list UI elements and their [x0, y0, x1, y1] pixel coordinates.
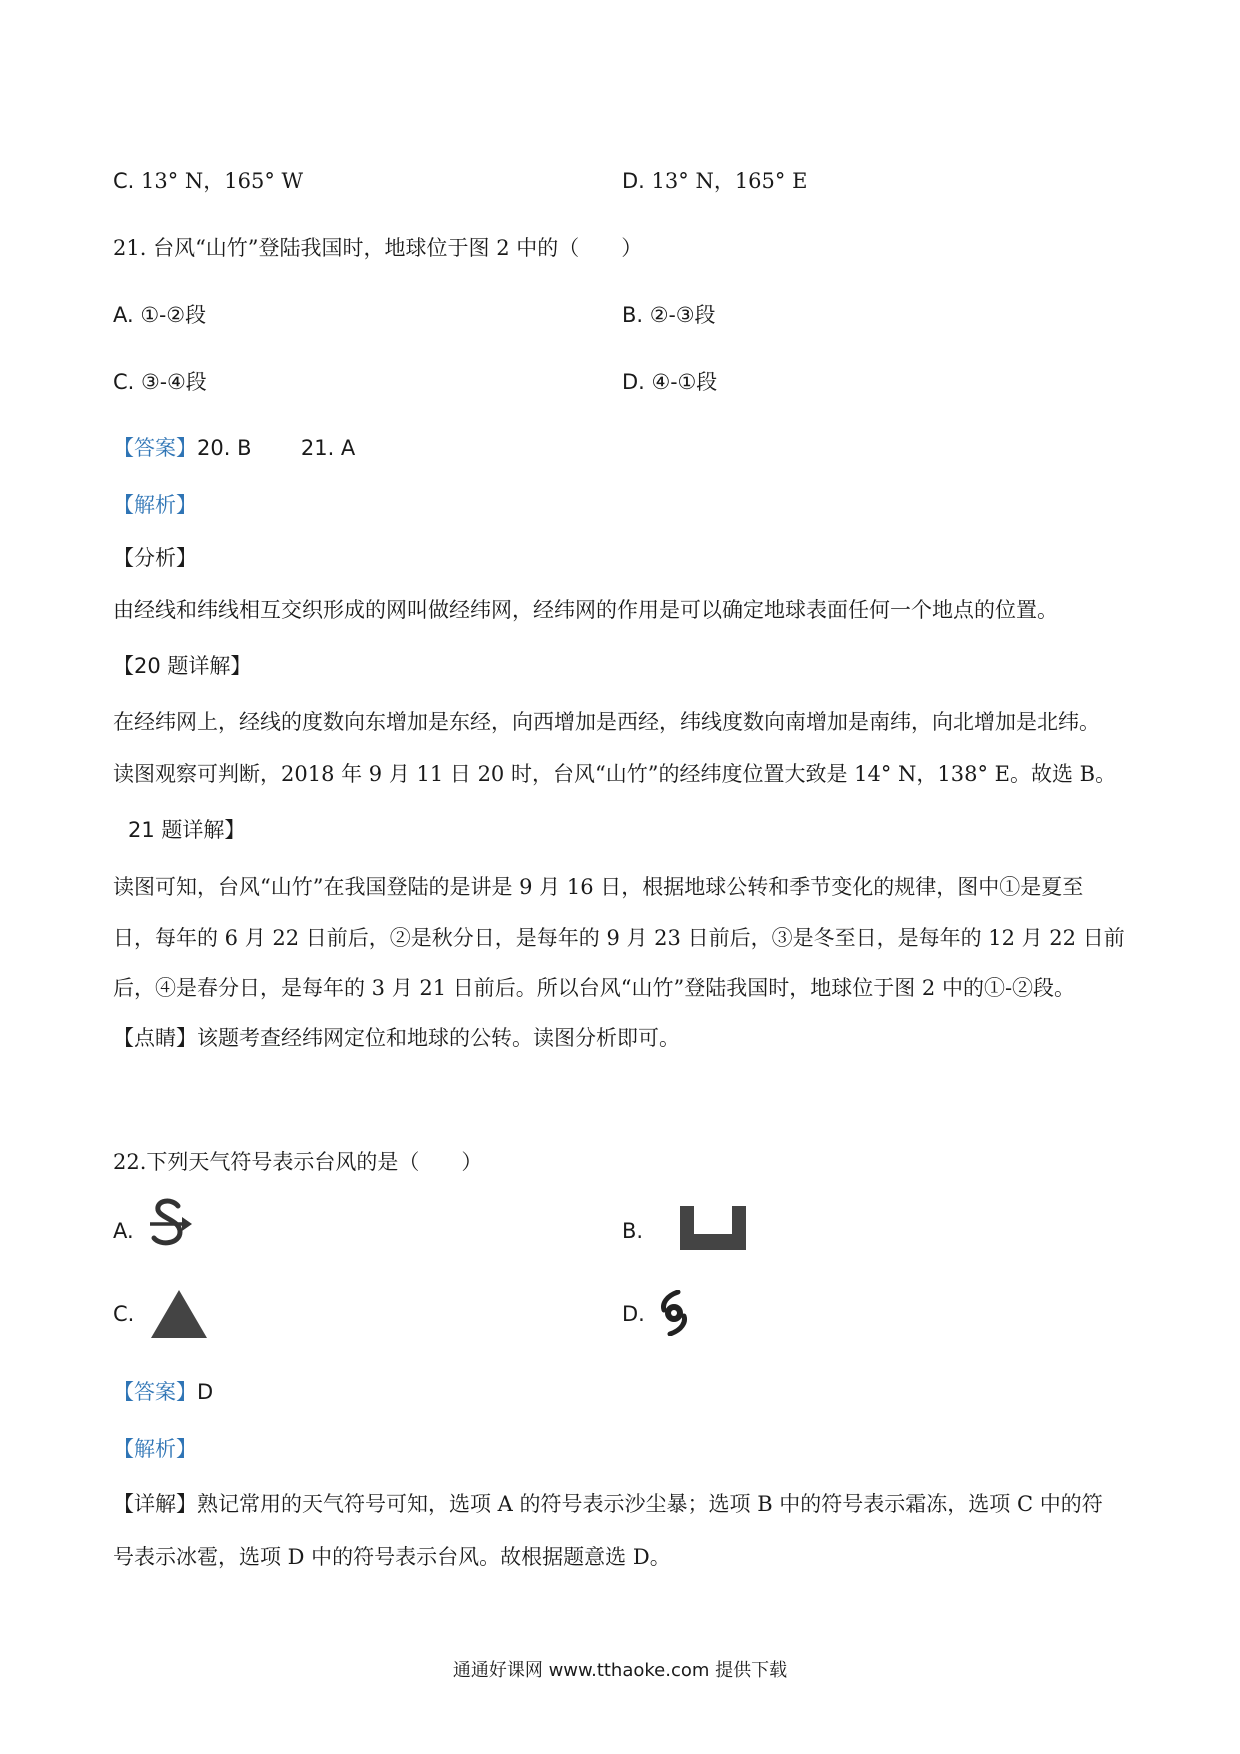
detail-20-tag: 【20 题详解】 — [113, 654, 252, 678]
frost-symbol-icon — [678, 1204, 748, 1252]
q22-option-c — [113, 1300, 134, 1328]
option-label: D. — [622, 169, 645, 193]
q22-stem: 22.下列天气符号表示台风的是（ ） — [113, 1150, 483, 1174]
q21-stem: 21. 台风“山竹”登陆我国时，地球位于图 2 中的（ ） — [113, 236, 643, 260]
option-label: D. — [622, 370, 645, 394]
option-label: D. — [622, 1302, 645, 1326]
option-label: C. — [113, 370, 135, 394]
q20-option-d — [622, 167, 807, 195]
answer-20: 20. B — [197, 436, 252, 460]
hail-symbol-icon — [149, 1288, 209, 1340]
detail-20-line-1: 在经纬网上，经线的度数向东增加是东经，向西增加是西经，纬线度数向南增加是南纬，向北增加是北纬。 — [113, 710, 1100, 734]
sandstorm-symbol-icon — [146, 1196, 196, 1252]
option-text: 13° N，165° E — [651, 169, 808, 193]
option-label: C. — [113, 1302, 135, 1326]
q22-option-b — [622, 1217, 643, 1245]
detail-21-line-2: 日，每年的 6 月 22 日前后，②是秋分日，是每年的 9 月 23 日前后，③是冬至日，是每年的 12 月 22 日前 — [113, 926, 1125, 950]
detail-21-tag: 21 题详解】 — [128, 818, 246, 842]
answer-22-value: D — [197, 1380, 214, 1404]
analysis-tag: 【解析】 — [113, 493, 197, 517]
detail-20-line-2: 读图观察可判断，2018 年 9 月 11 日 20 时，台风“山竹”的经纬度位置大致是 14° N，138° E。故选 B。 — [113, 762, 1117, 786]
q22-option-a — [113, 1217, 134, 1245]
q21-option-d — [622, 368, 717, 396]
option-label: A. — [113, 1219, 134, 1243]
fenxi-text: 由经线和纬线相互交织形成的网叫做经纬网，经纬网的作用是可以确定地球表面任何一个地点的位置。 — [113, 598, 1058, 622]
q21-option-a — [113, 301, 206, 329]
page-footer: 通通好课网 www.tthaoke.com 提供下载 — [452, 1660, 788, 1681]
q21-option-c — [113, 368, 207, 396]
answer-22 — [113, 1378, 213, 1406]
detail-21-line-3: 后，④是春分日，是每年的 3 月 21 日前后。所以台风“山竹”登陆我国时，地球位于图 2 中的①-②段。 — [113, 976, 1076, 1000]
answer-tag: 【答案】 — [113, 436, 197, 460]
dianjing-text: 【点睛】该题考查经纬网定位和地球的公转。读图分析即可。 — [113, 1026, 680, 1050]
q22-option-d — [622, 1300, 645, 1328]
analysis-2-tag: 【解析】 — [113, 1437, 197, 1461]
typhoon-symbol-icon — [656, 1290, 692, 1336]
option-label: B. — [622, 1219, 644, 1243]
option-label: A. — [113, 303, 134, 327]
detail-21-line-1: 读图可知，台风“山竹”在我国登陆的是讲是 9 月 16 日，根据地球公转和季节变化的规律，图中①是夏至 — [113, 875, 1084, 899]
option-text: ②-③段 — [649, 303, 716, 327]
detail-22-line-1: 【详解】熟记常用的天气符号可知，选项 A 的符号表示沙尘暴；选项 B 中的符号表示霜冻，选项 C 中的符 — [113, 1492, 1103, 1516]
answer-tag: 【答案】 — [113, 1380, 197, 1404]
answer-20-21 — [113, 434, 355, 462]
option-text: 13° N，165° W — [141, 169, 304, 193]
answer-21: 21. A — [300, 436, 356, 460]
detail-22-line-2: 号表示冰雹，选项 D 中的符号表示台风。故根据题意选 D。 — [113, 1545, 671, 1569]
option-text: ④-①段 — [651, 370, 718, 394]
fenxi-tag: 【分析】 — [113, 546, 197, 570]
option-text: ③-④段 — [141, 370, 207, 394]
option-label: C. — [113, 169, 135, 193]
option-text: ①-②段 — [140, 303, 207, 327]
option-label: B. — [622, 303, 644, 327]
q21-option-b — [622, 301, 716, 329]
q20-option-c — [113, 167, 303, 195]
